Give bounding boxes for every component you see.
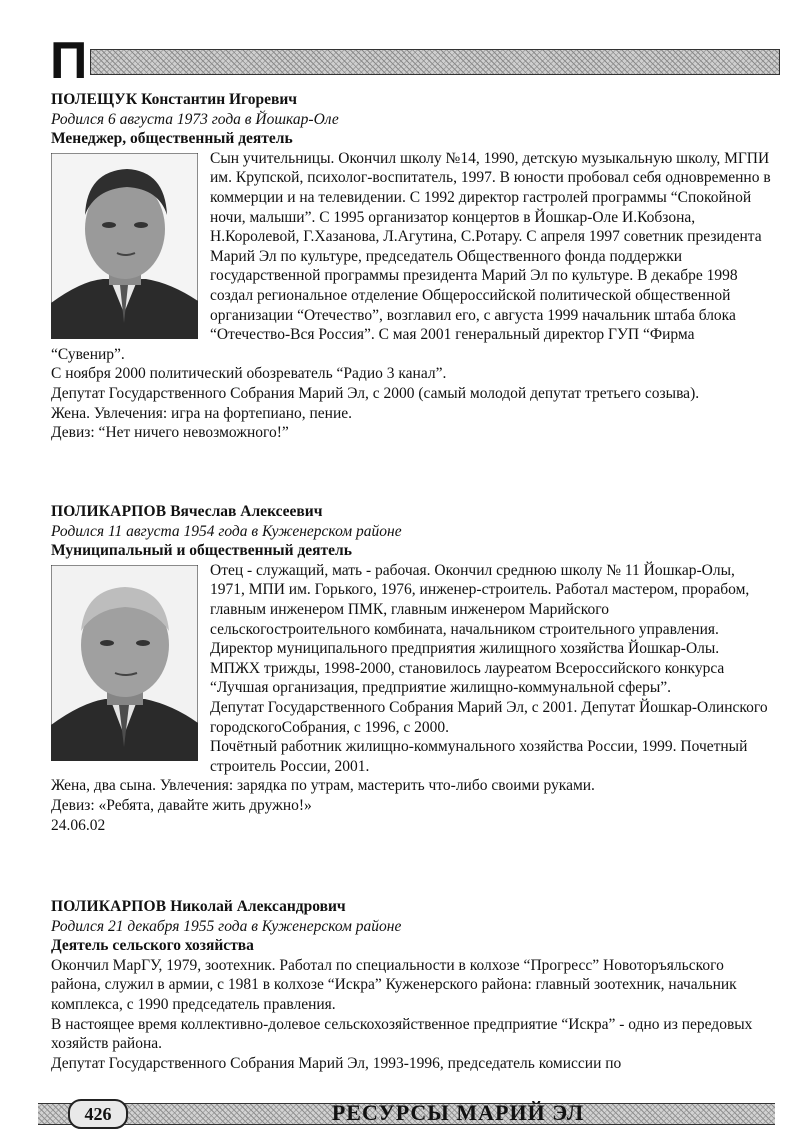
portrait-image [51, 565, 198, 761]
entry-given-name: Вячеслав Алексеевич [170, 503, 323, 520]
entry-role: Муниципальный и общественный деятель [51, 542, 352, 560]
entry-role: Деятель сельского хозяйства [51, 937, 254, 955]
bio-motto: Девиз: “Нет ничего невозможного!” [51, 424, 289, 442]
bio-paragraph: Сын учительницы. Окончил школу №14, 1990, детскую музыкальную школу, МГПИ им. Крупской, психолог-воспитатель, 1997. В юности пробовал себя одновременно в коммерции и на телевидении. С 1992 директор гастролей программы “Спокойной ночи, малыши”. С 1995 организатор концертов в Йошкар-Оле И.Кобзона, Н.Королевой, Г.Хазанова, Л.Агутина, С.Ротару. С апреля 1997 советник президента Марий Эл по культуре, председатель Общественного фонда поддержки государственной программы президента Марий Эл по культуре. В декабре 1998 создал региональное отделение Общероссийской политической общественной организации “Отечество”, возглавил его, с августа 1999 начальник штаба блока “Отечество-Вся Россия”. С мая 2001 генеральный директор ГУП “Фирма “Сувенир”. [51, 149, 771, 363]
biography-entry [51, 897, 771, 1073]
portrait-photo [51, 565, 198, 761]
bio-paragraph: Отец - служащий, мать - рабочая. Окончил среднюю школу № 11 Йошкар-Олы, 1971, МПИ им. Горького, 1976, инженер-строитель. Работал мастером, прорабом, главным инженером ПМК, главным инженером Марийского сельскогостроительного комбината, начальником строительного управления. Директор муниципального предприятия жилищного хозяйства Йошкар-Олы. [210, 561, 750, 658]
entry-name [51, 90, 771, 110]
section-letter: П [50, 32, 88, 90]
entry-surname: ПОЛИКАРПОВ [51, 898, 167, 915]
entry-given-name: Константин Игоревич [141, 91, 298, 108]
entry-name [51, 502, 771, 522]
bio-paragraph: Окончил МарГУ, 1979, зоотехник. Работал по специальности в колхозе “Прогресс” Новоторъяльского района, служил в армии, с 1981 в колхозе “Искра” Куженерского района: главный зоотехник, начальник комплекса, с 1990 председатель правления. [51, 956, 737, 1013]
bio-paragraph: С ноября 2000 политический обозреватель “Радио 3 канал”. [51, 365, 447, 383]
page-footer [38, 1097, 775, 1127]
entry-name [51, 897, 771, 917]
biography-entry [51, 502, 771, 835]
entry-birth: Родился 6 августа 1973 года в Йошкар-Оле [51, 110, 339, 128]
entry-surname: ПОЛИКАРПОВ [51, 503, 167, 520]
bio-paragraph: В настоящее время коллективно-долевое сельскохозяйственное предприятие “Искра” - одно из передовых хозяйств района. [51, 1015, 753, 1053]
bio-motto: Девиз: «Ребята, давайте жить дружно!» [51, 796, 312, 814]
entry-birth: Родился 11 августа 1954 года в Куженерском районе [51, 522, 402, 540]
entry-surname: ПОЛЕЩУК [51, 91, 138, 108]
bio-date: 24.06.02 [51, 816, 106, 834]
bio-paragraph: Депутат Государственного Собрания Марий Эл, с 2001. Депутат Йошкар-Олинского городскогоСобрания, с 1996, с 2000. [210, 698, 768, 736]
running-title: РЕСУРСЫ МАРИЙ ЭЛ [331, 1100, 585, 1125]
biography-entry [51, 90, 771, 443]
bio-paragraph: Депутат Государственного Собрания Марий Эл, 1993-1996, председатель комиссии по [51, 1054, 622, 1072]
entry-role: Менеджер, общественный деятель [51, 130, 293, 148]
entry-birth: Родился 21 декабря 1955 года в Куженерском районе [51, 917, 402, 935]
bio-paragraph: Жена, два сына. Увлечения: зарядка по утрам, мастерить что-либо своими руками. [51, 777, 595, 795]
portrait-photo [51, 153, 198, 339]
bio-paragraph: Почётный работник жилищно-коммунального хозяйства России, 1999. Почетный строитель России, 2001. [210, 738, 748, 775]
portrait-image [51, 153, 198, 339]
header-pattern-bar [90, 49, 780, 75]
bio-paragraph: МПЖХ трижды, 1998-2000, становилось лауреатом Всероссийского конкурса “Лучшая организация, предприятие жилищно-коммунальной сферы”. [210, 659, 725, 697]
page-number: 426 [68, 1099, 128, 1129]
entry-given-name: Николай Александрович [170, 898, 346, 915]
bio-paragraph: Депутат Государственного Собрания Марий Эл, с 2000 (самый молодой депутат третьего созыва). [51, 384, 700, 402]
bio-paragraph: Жена. Увлечения: игра на фортепиано, пение. [51, 404, 353, 422]
